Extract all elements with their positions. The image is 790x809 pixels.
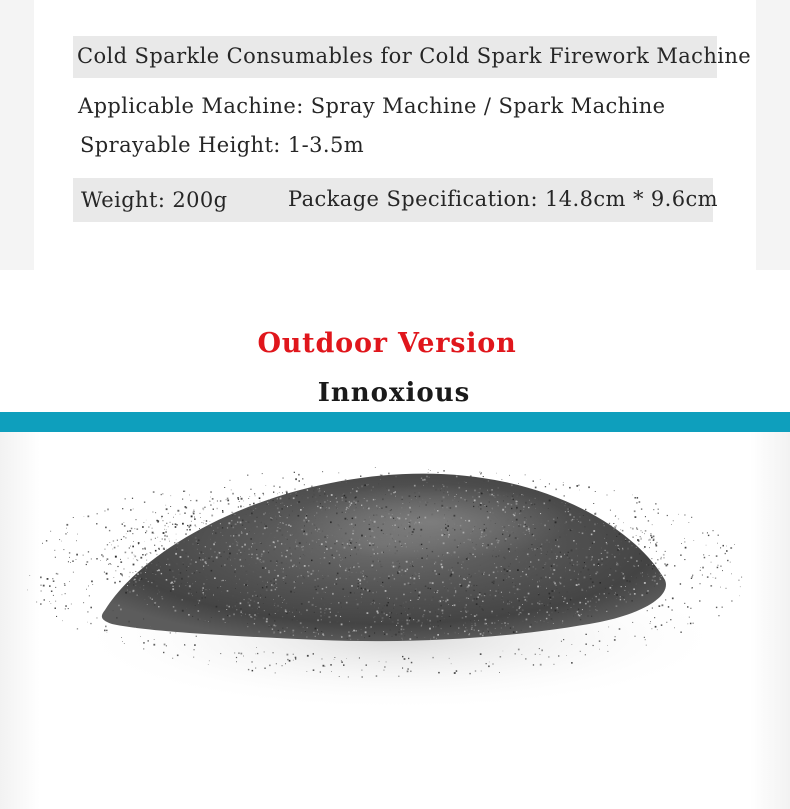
- product-title: Cold Sparkle Consumables for Cold Spark Firework Machine: [73, 36, 717, 78]
- applicable-machine-text: Applicable Machine: Spray Machine / Spark Machine: [78, 94, 666, 118]
- product-photo: [0, 432, 790, 809]
- powder-pile-image: [0, 432, 790, 809]
- version-subtitle: Innoxious: [317, 378, 471, 408]
- sprayable-height-text: Sprayable Height: 1-3.5m: [80, 133, 365, 157]
- weight-text: Weight: 200g: [81, 188, 228, 212]
- accent-divider-bar: [0, 412, 790, 432]
- package-specification-text: Package Specification: 14.8cm * 9.6cm: [288, 187, 718, 211]
- version-title: Outdoor Version: [257, 328, 517, 359]
- weight-package-row: [73, 178, 718, 222]
